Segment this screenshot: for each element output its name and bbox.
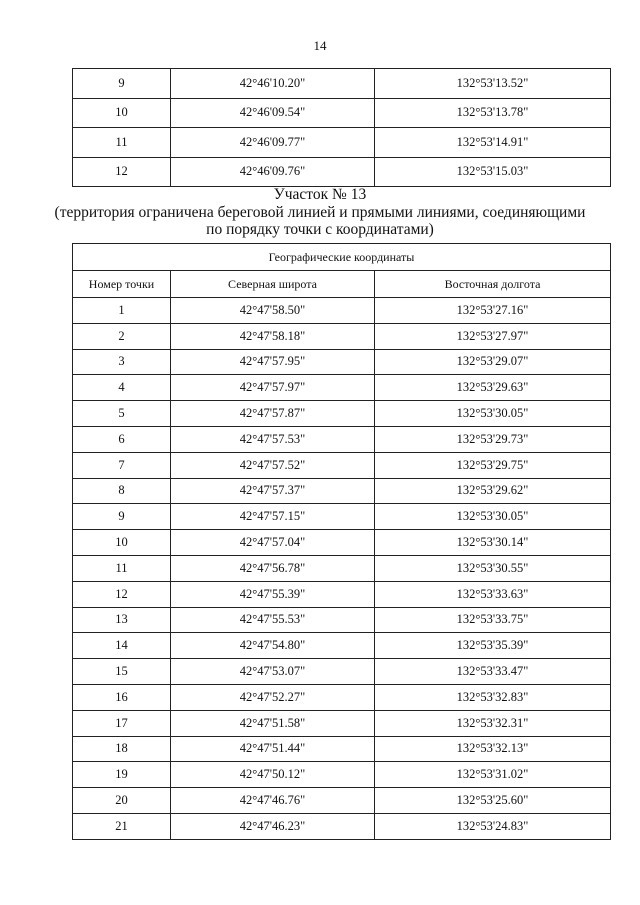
- longitude-cell: 132°53'14.91": [375, 128, 611, 158]
- latitude-cell: 42°46'10.20": [171, 69, 375, 99]
- longitude-cell: 132°53'33.63": [375, 581, 611, 607]
- longitude-cell: 132°53'25.60": [375, 788, 611, 814]
- latitude-cell: 42°47'51.44": [171, 736, 375, 762]
- table-row: [73, 788, 611, 814]
- table-row: [73, 710, 611, 736]
- latitude-cell: 42°47'57.97": [171, 375, 375, 401]
- header-north-latitude: Северная широта: [171, 271, 375, 298]
- longitude-cell: 132°53'32.13": [375, 736, 611, 762]
- header-point-number: Номер точки: [73, 271, 171, 298]
- longitude-cell: 132°53'32.31": [375, 710, 611, 736]
- latitude-cell: 42°46'09.76": [171, 157, 375, 187]
- point-number-cell: 2: [73, 323, 171, 349]
- longitude-cell: 132°53'29.73": [375, 426, 611, 452]
- table-header-row: [73, 244, 611, 271]
- table-row: [73, 426, 611, 452]
- longitude-cell: 132°53'30.14": [375, 530, 611, 556]
- longitude-cell: 132°53'24.83": [375, 813, 611, 839]
- point-number-cell: 12: [73, 157, 171, 187]
- table-row: [73, 452, 611, 478]
- latitude-cell: 42°47'54.80": [171, 633, 375, 659]
- longitude-cell: 132°53'29.62": [375, 478, 611, 504]
- longitude-cell: 132°53'29.07": [375, 349, 611, 375]
- table-row: [73, 659, 611, 685]
- table-row: [73, 298, 611, 324]
- latitude-cell: 42°47'58.50": [171, 298, 375, 324]
- table-row: [73, 762, 611, 788]
- latitude-cell: 42°47'55.39": [171, 581, 375, 607]
- latitude-cell: 42°47'57.53": [171, 426, 375, 452]
- point-number-cell: 15: [73, 659, 171, 685]
- longitude-cell: 132°53'30.55": [375, 555, 611, 581]
- latitude-cell: 42°47'52.27": [171, 684, 375, 710]
- longitude-cell: 132°53'15.03": [375, 157, 611, 187]
- page-number: 14: [313, 38, 327, 53]
- table-row: [73, 684, 611, 710]
- table-row: [73, 401, 611, 427]
- point-number-cell: 6: [73, 426, 171, 452]
- longitude-cell: 132°53'33.47": [375, 659, 611, 685]
- point-number-cell: 11: [73, 128, 171, 158]
- point-number-cell: 9: [73, 504, 171, 530]
- latitude-cell: 42°47'56.78": [171, 555, 375, 581]
- point-number-cell: 12: [73, 581, 171, 607]
- table-row: [73, 69, 611, 99]
- latitude-cell: 42°47'46.76": [171, 788, 375, 814]
- latitude-cell: 42°47'57.04": [171, 530, 375, 556]
- coordinates-table: [72, 243, 611, 840]
- point-number-cell: 17: [73, 710, 171, 736]
- longitude-cell: 132°53'13.78": [375, 98, 611, 128]
- latitude-cell: 42°47'51.58": [171, 710, 375, 736]
- point-number-cell: 14: [73, 633, 171, 659]
- point-number-cell: 13: [73, 607, 171, 633]
- table-row: [73, 128, 611, 158]
- latitude-cell: 42°47'46.23": [171, 813, 375, 839]
- point-number-cell: 4: [73, 375, 171, 401]
- latitude-cell: 42°46'09.77": [171, 128, 375, 158]
- point-number-cell: 7: [73, 452, 171, 478]
- latitude-cell: 42°47'55.53": [171, 607, 375, 633]
- previous-coordinates-table: [72, 68, 611, 187]
- longitude-cell: 132°53'31.02": [375, 762, 611, 788]
- section-subtitle-line-2: по порядку точки с координатами): [206, 221, 434, 238]
- previous-table-body: [73, 69, 611, 187]
- longitude-cell: 132°53'30.05": [375, 401, 611, 427]
- table-row: [73, 813, 611, 839]
- section-subtitle-line-1: (территория ограничена береговой линией и прямыми линиями, соединяющими: [54, 204, 586, 221]
- latitude-cell: 42°47'57.87": [171, 401, 375, 427]
- table-row: [73, 98, 611, 128]
- table-row: [73, 349, 611, 375]
- point-number-cell: 8: [73, 478, 171, 504]
- table-row: [73, 633, 611, 659]
- latitude-cell: 42°47'57.95": [171, 349, 375, 375]
- longitude-cell: 132°53'27.97": [375, 323, 611, 349]
- table-column-header-row: [73, 271, 611, 298]
- table-row: [73, 555, 611, 581]
- longitude-cell: 132°53'27.16": [375, 298, 611, 324]
- point-number-cell: 16: [73, 684, 171, 710]
- longitude-cell: 132°53'29.75": [375, 452, 611, 478]
- latitude-cell: 42°47'57.15": [171, 504, 375, 530]
- longitude-cell: 132°53'35.39": [375, 633, 611, 659]
- point-number-cell: 11: [73, 555, 171, 581]
- table-row: [73, 530, 611, 556]
- longitude-cell: 132°53'30.05": [375, 504, 611, 530]
- point-number-cell: 5: [73, 401, 171, 427]
- latitude-cell: 42°47'53.07": [171, 659, 375, 685]
- point-number-cell: 20: [73, 788, 171, 814]
- point-number-cell: 18: [73, 736, 171, 762]
- point-number-cell: 10: [73, 98, 171, 128]
- table-row: [73, 478, 611, 504]
- latitude-cell: 42°47'58.18": [171, 323, 375, 349]
- longitude-cell: 132°53'13.52": [375, 69, 611, 99]
- latitude-cell: 42°47'57.52": [171, 452, 375, 478]
- table-row: [73, 504, 611, 530]
- latitude-cell: 42°47'50.12": [171, 762, 375, 788]
- longitude-cell: 132°53'32.83": [375, 684, 611, 710]
- header-east-longitude: Восточная долгота: [375, 271, 611, 298]
- table-row: [73, 736, 611, 762]
- point-number-cell: 10: [73, 530, 171, 556]
- coordinates-table-body: [73, 298, 611, 840]
- point-number-cell: 21: [73, 813, 171, 839]
- table-row: [73, 607, 611, 633]
- latitude-cell: 42°46'09.54": [171, 98, 375, 128]
- section-title: Участок № 13: [273, 186, 367, 203]
- longitude-cell: 132°53'33.75": [375, 607, 611, 633]
- table-row: [73, 157, 611, 187]
- table-row: [73, 375, 611, 401]
- longitude-cell: 132°53'29.63": [375, 375, 611, 401]
- point-number-cell: 3: [73, 349, 171, 375]
- point-number-cell: 1: [73, 298, 171, 324]
- point-number-cell: 19: [73, 762, 171, 788]
- table-row: [73, 581, 611, 607]
- table-row: [73, 323, 611, 349]
- header-geographic-coordinates: Географические координаты: [73, 244, 611, 271]
- point-number-cell: 9: [73, 69, 171, 99]
- latitude-cell: 42°47'57.37": [171, 478, 375, 504]
